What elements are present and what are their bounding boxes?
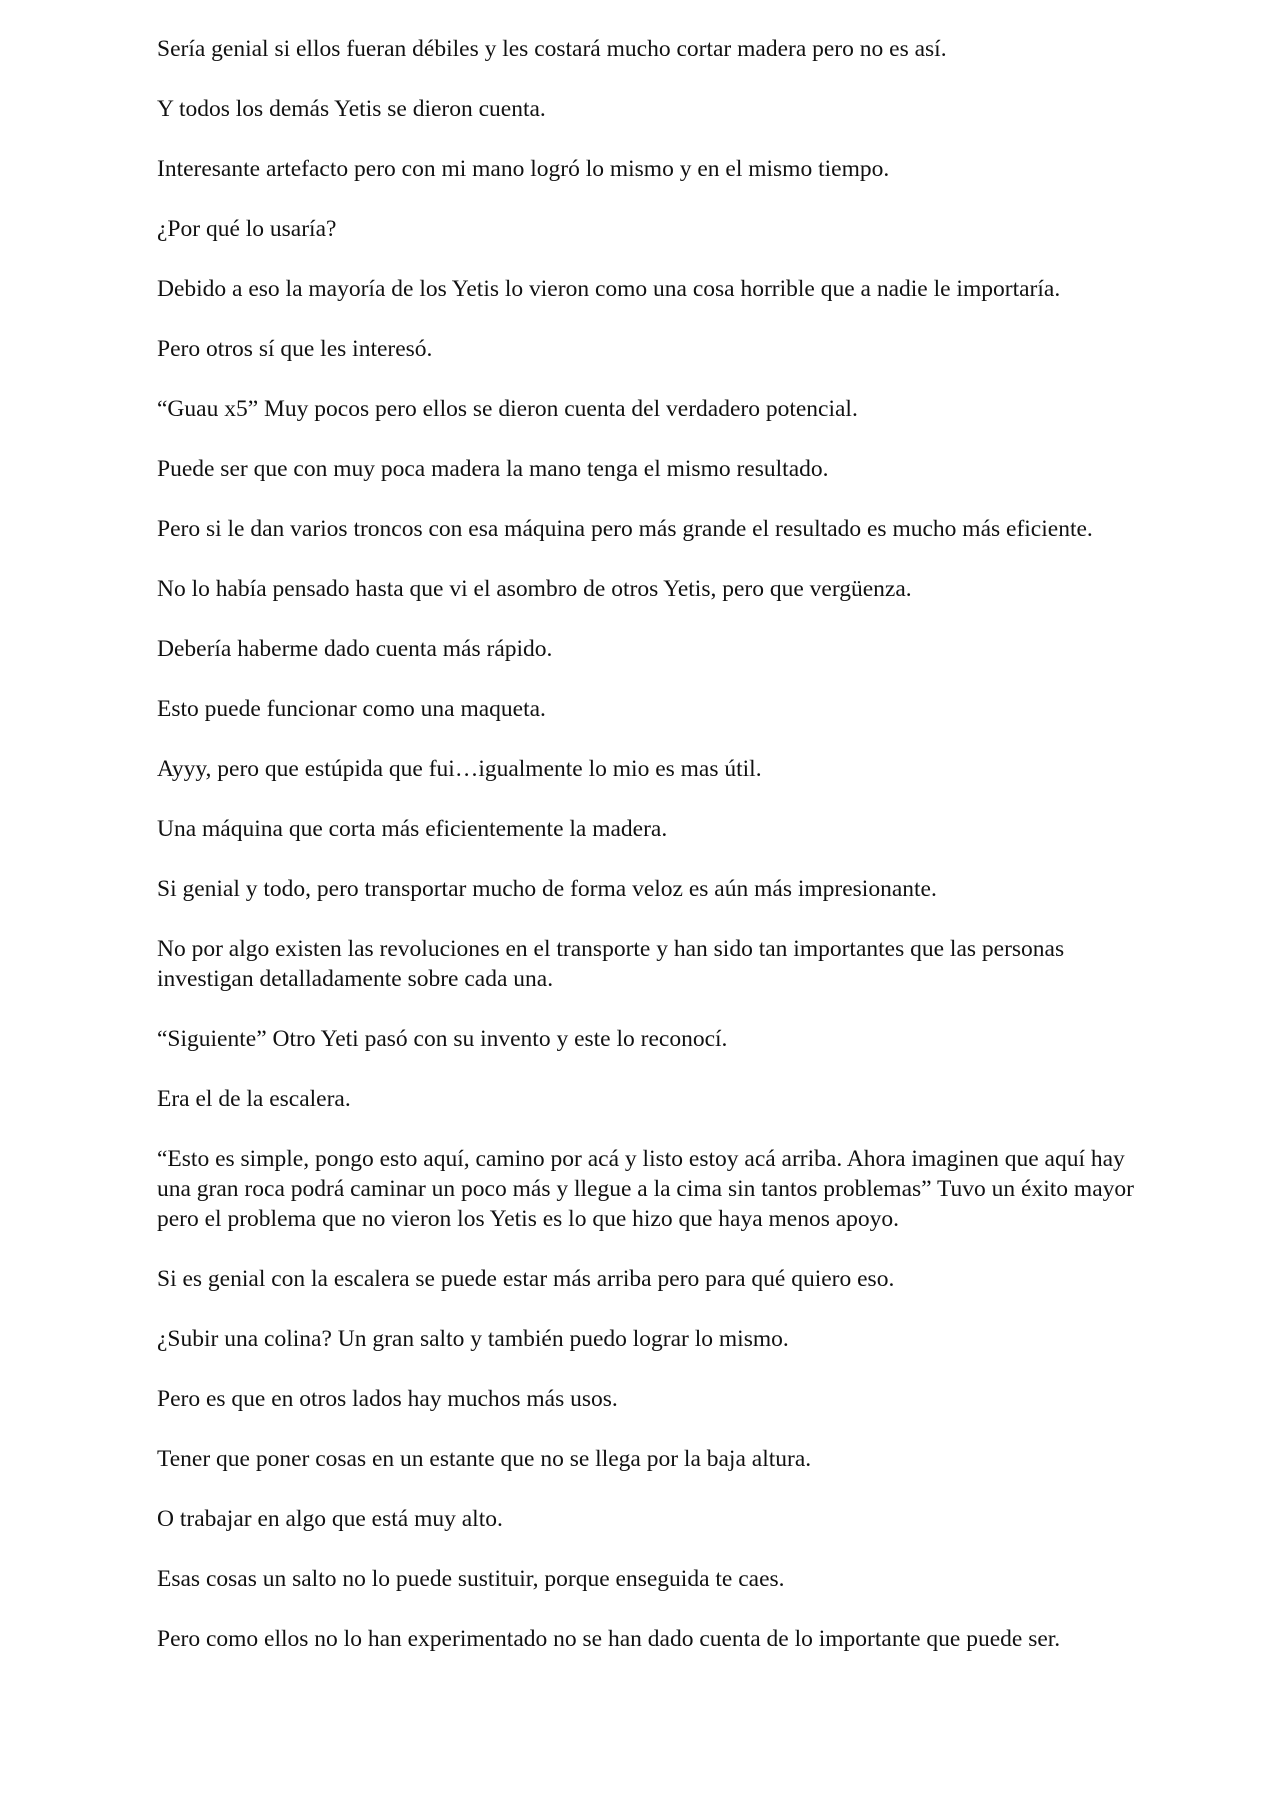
paragraph: “Siguiente” Otro Yeti pasó con su invento y este lo reconocí. [157, 1026, 728, 1052]
paragraph: Esas cosas un salto no lo puede sustituir, porque enseguida te caes. [157, 1566, 785, 1592]
paragraph: No por algo existen las revoluciones en el transporte y han sido tan importantes que las personas investigan detalladamente sobre cada una. [157, 936, 1065, 992]
paragraph: Si es genial con la escalera se puede estar más arriba pero para qué quiero eso. [157, 1266, 895, 1292]
paragraph: ¿Subir una colina? Un gran salto y también puedo lograr lo mismo. [157, 1326, 789, 1352]
paragraph: No lo había pensado hasta que vi el asombro de otros Yetis, pero que vergüenza. [157, 576, 912, 602]
paragraph: Si genial y todo, pero transportar mucho de forma veloz es aún más impresionante. [157, 876, 937, 902]
paragraph: Esto puede funcionar como una maqueta. [157, 696, 546, 722]
paragraph: Tener que poner cosas en un estante que no se llega por la baja altura. [157, 1446, 812, 1472]
paragraph: O trabajar en algo que está muy alto. [157, 1506, 503, 1532]
document-body [157, 34, 1147, 1684]
paragraph: Ayyy, pero que estúpida que fui…igualmente lo mio es mas útil. [157, 756, 762, 782]
paragraph: Pero como ellos no lo han experimentado no se han dado cuenta de lo importante que puede ser. [157, 1626, 1061, 1652]
paragraph: “Guau x5” Muy pocos pero ellos se dieron cuenta del verdadero potencial. [157, 396, 858, 422]
paragraph: Pero si le dan varios troncos con esa máquina pero más grande el resultado es mucho más eficiente. [157, 516, 1093, 542]
paragraph: Y todos los demás Yetis se dieron cuenta. [157, 96, 546, 122]
paragraph: Pero es que en otros lados hay muchos más usos. [157, 1386, 618, 1412]
paragraph: Puede ser que con muy poca madera la mano tenga el mismo resultado. [157, 456, 829, 482]
paragraph: Interesante artefacto pero con mi mano logró lo mismo y en el mismo tiempo. [157, 156, 890, 182]
paragraph: Pero otros sí que les interesó. [157, 336, 433, 362]
paragraph: ¿Por qué lo usaría? [157, 216, 337, 242]
paragraph: Una máquina que corta más eficientemente la madera. [157, 816, 668, 842]
paragraph: Debería haberme dado cuenta más rápido. [157, 636, 553, 662]
paragraph: Debido a eso la mayoría de los Yetis lo vieron como una cosa horrible que a nadie le importaría. [157, 276, 1061, 302]
paragraph: Era el de la escalera. [157, 1086, 351, 1112]
paragraph: “Esto es simple, pongo esto aquí, camino por acá y listo estoy acá arriba. Ahora imaginen que aquí hay una gran roca podrá caminar un poco más y llegue a la cima sin tantos problemas” Tuvo un éxito mayor pero el problema que no vieron los Yetis es lo que hizo que haya menos apoyo. [157, 1146, 1134, 1232]
paragraph: Sería genial si ellos fueran débiles y les costará mucho cortar madera pero no es así. [157, 36, 947, 62]
